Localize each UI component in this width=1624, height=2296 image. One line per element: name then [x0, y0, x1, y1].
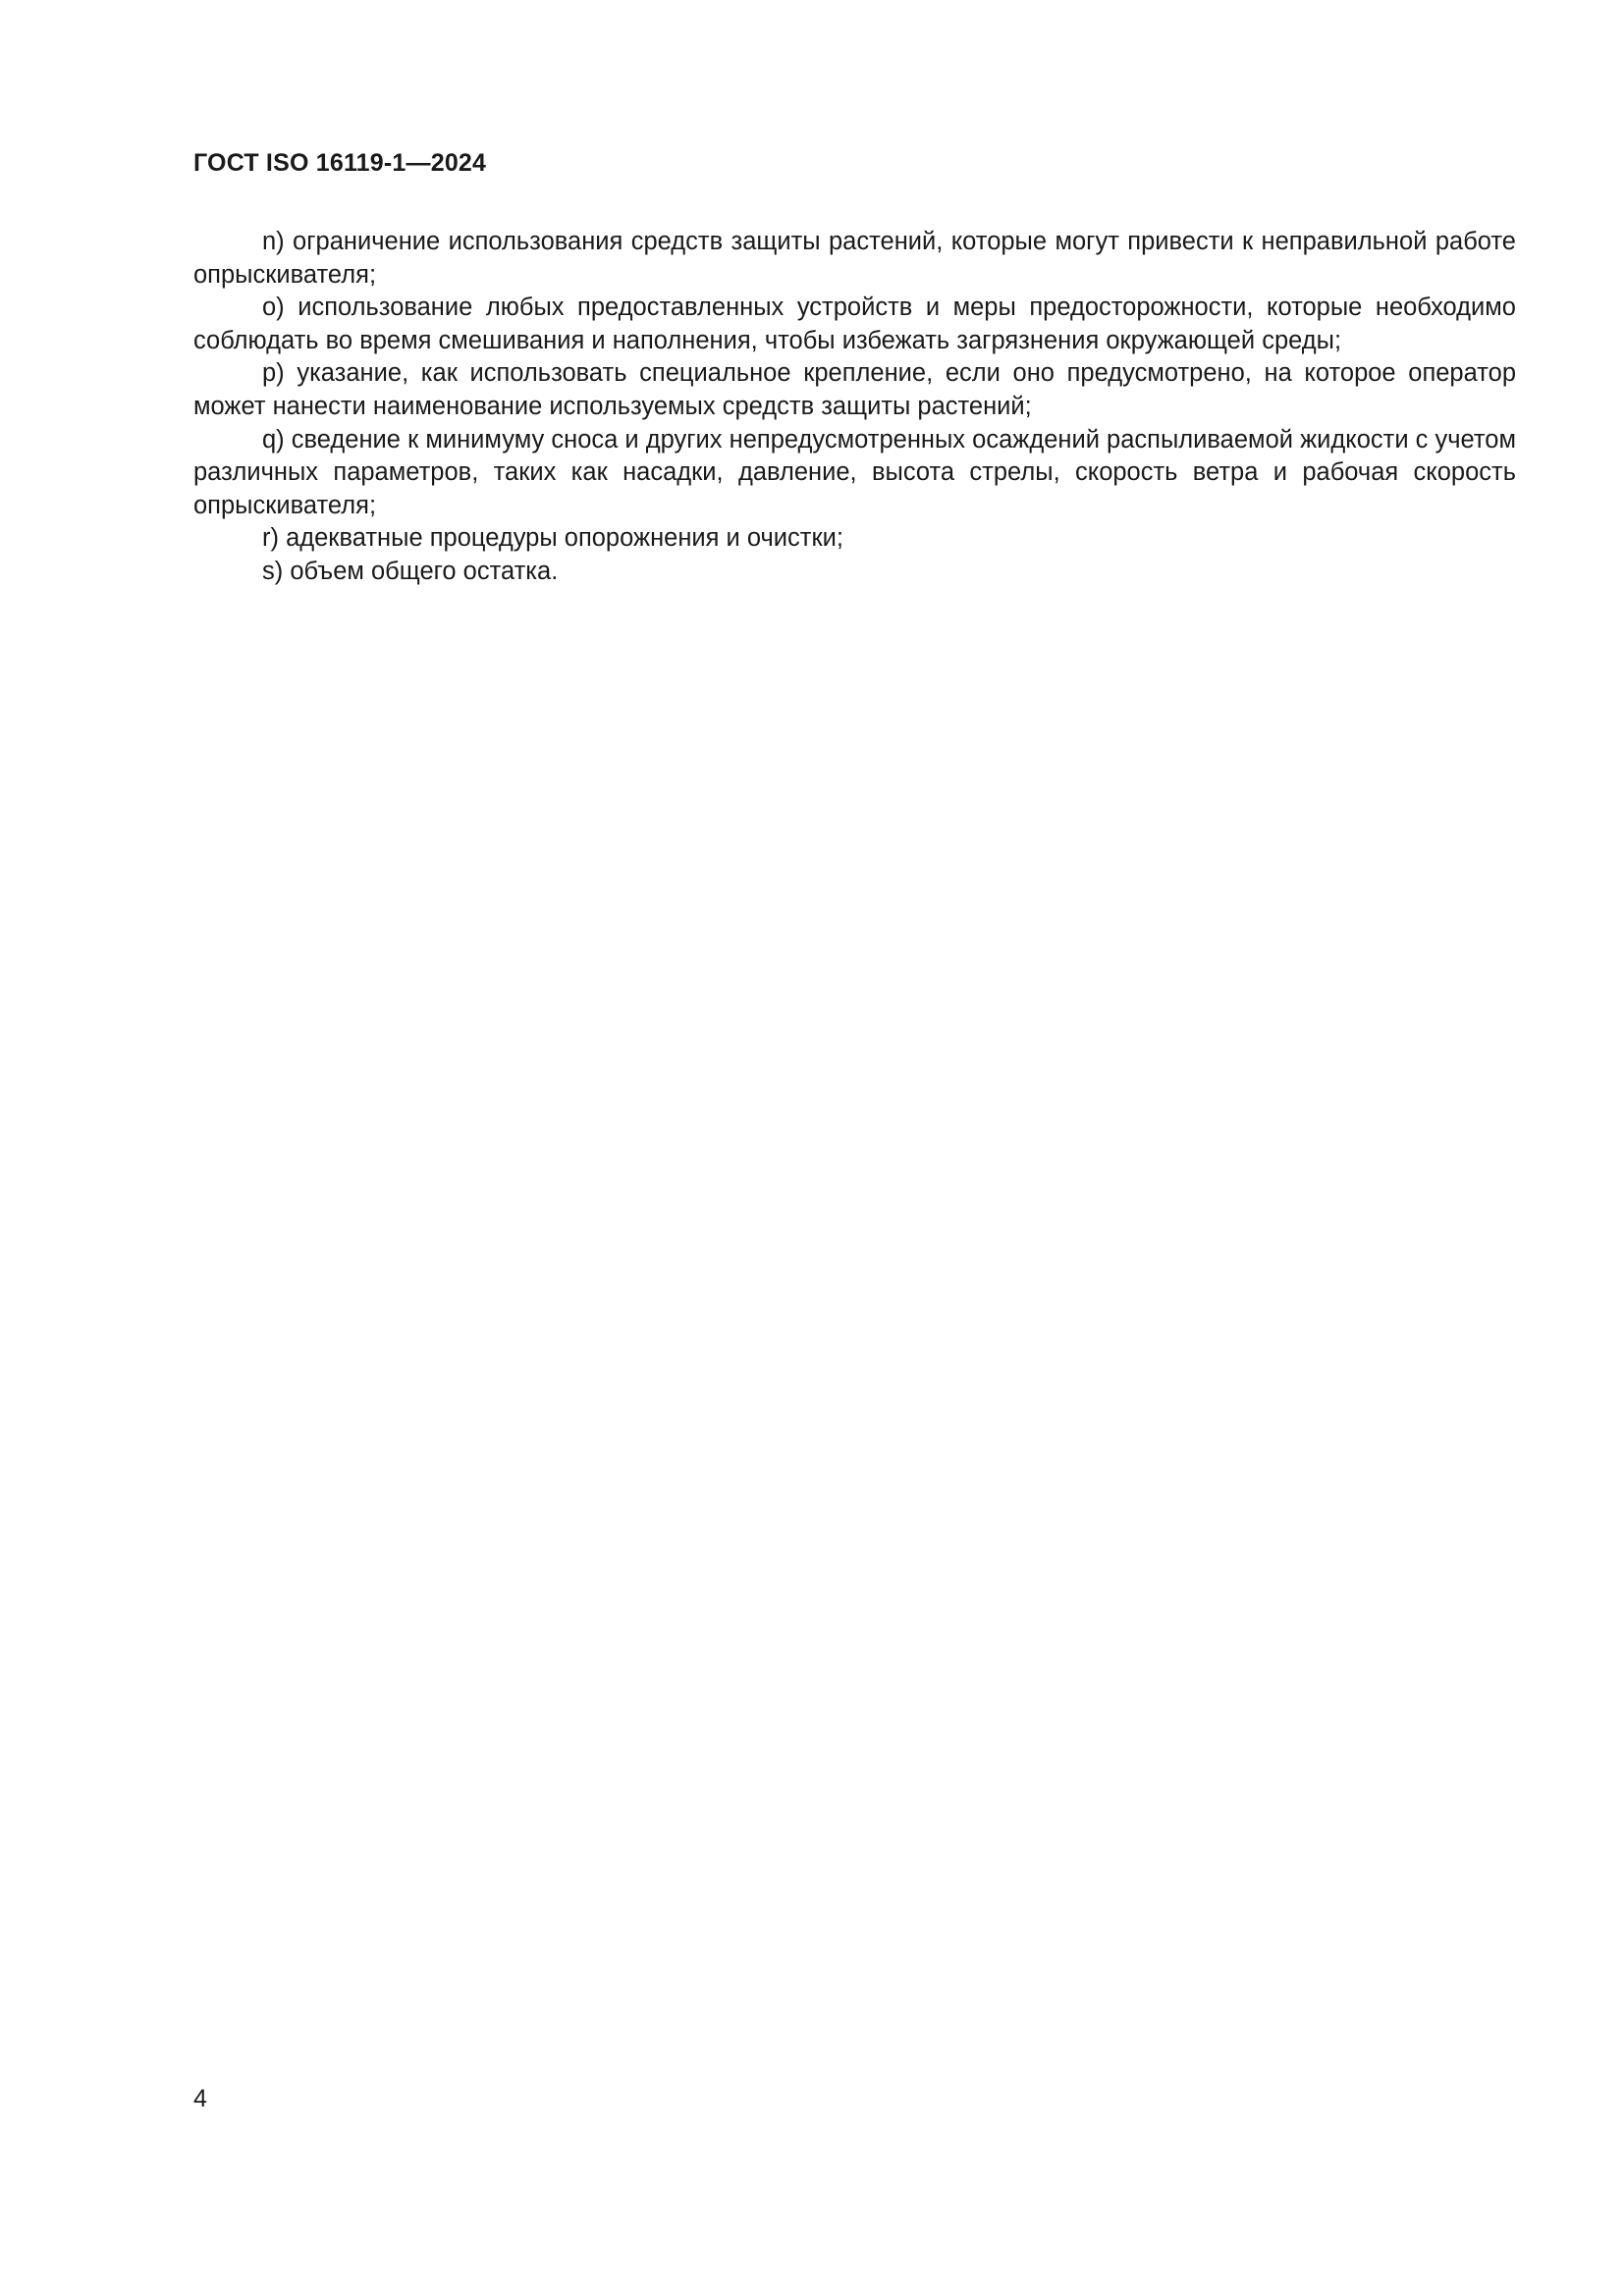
list-item-r: r) адекватные процедуры опорожнения и очистки; — [262, 524, 843, 553]
page-number: 4 — [193, 2085, 207, 2112]
list-item-p: р) указание, как использовать специальное крепление, если оно предусмотрено, на которое оператор может нанести наименование используемых средств защиты растений; — [193, 359, 1516, 420]
list-item-n: n) ограничение использования средств защиты растений, которые могут привести к неправильной работе опрыскивателя; — [193, 228, 1516, 289]
list-item-o: о) использование любых предоставленных устройств и меры предосторожности, которые необходимо соблюдать во время смешивания и наполнения, чтобы избежать загрязнения окружающей среды; — [193, 294, 1516, 354]
list-body — [193, 226, 1516, 589]
list-item-q: q) сведение к минимуму сноса и других непредусмотренных осаждений распыливаемой жидкости с учетом различных параметров, таких как насадки, давление, высота стрелы, скорость ветра и рабочая скорость опрыскивателя; — [193, 425, 1516, 519]
document-code-header: ГОСТ ISO 16119-1—2024 — [193, 149, 487, 177]
list-item-s: s) объем общего остатка. — [262, 557, 559, 585]
